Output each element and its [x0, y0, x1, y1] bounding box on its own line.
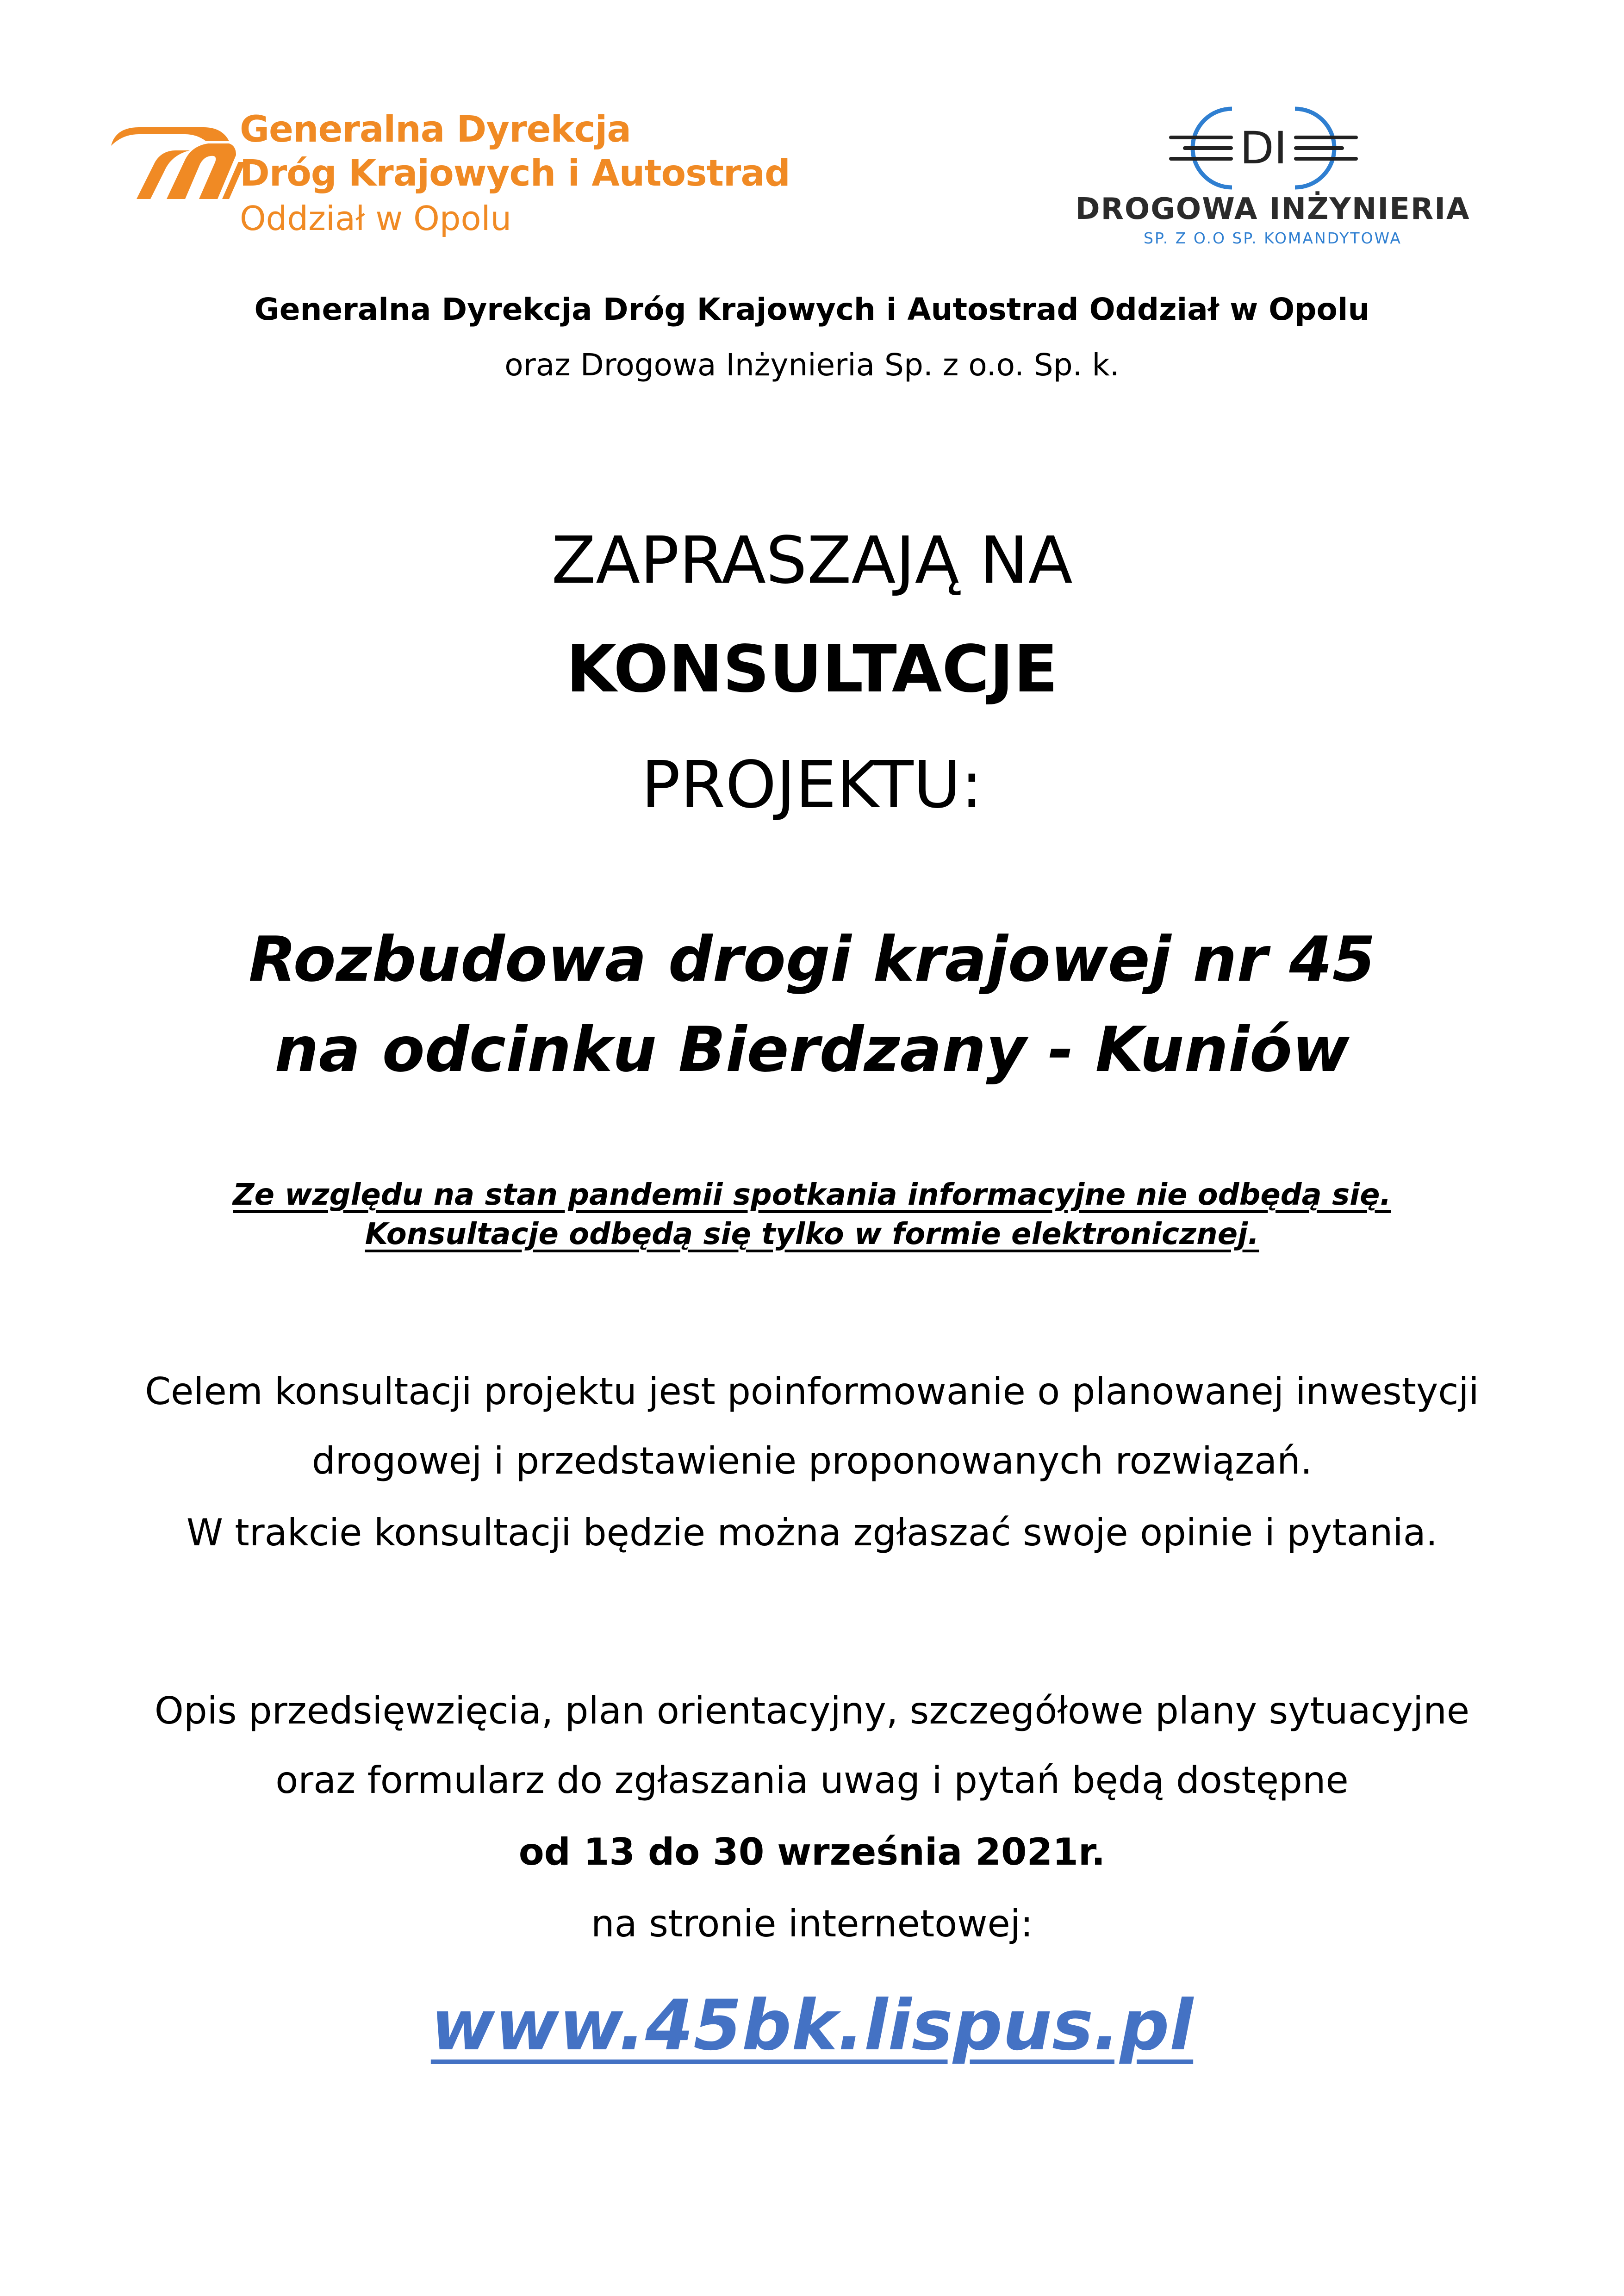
- invitation-line-3: PROJEKTU:: [641, 747, 983, 823]
- gddkia-logo: [111, 100, 805, 252]
- gddkia-logo-line-2: Dróg Krajowych i Autostrad: [240, 153, 790, 194]
- availability-date: od 13 do 30 września 2021r.: [518, 1830, 1106, 1873]
- organizer-sub: oraz Drogowa Inżynieria Sp. z o.o. Sp. k.: [504, 347, 1120, 383]
- project-title-line-2: na odcinku Bierdzany - Kuniów: [274, 1014, 1350, 1086]
- project-title-line-1: Rozbudowa drogi krajowej nr 45: [249, 923, 1375, 996]
- website-link[interactable]: www.45bk.lispus.pl: [430, 1985, 1194, 2066]
- di-logo-subtitle: SP. Z O.O SP. KOMANDYTOWA: [1144, 229, 1402, 247]
- purpose-line-1: Celem konsultacji projektu jest poinformowanie o planowanej inwestycji: [145, 1370, 1479, 1413]
- organizer-main: Generalna Dyrekcja Dróg Krajowych i Autostrad Oddział w Opolu: [254, 292, 1370, 327]
- pandemic-notice-line-2: Konsultacje odbędą się tylko w formie elektronicznej.: [365, 1217, 1259, 1251]
- availability-line-3: na stronie internetowej:: [591, 1902, 1033, 1945]
- purpose-line-3: W trakcie konsultacji będzie można zgłaszać swoje opinie i pytania.: [186, 1511, 1438, 1554]
- availability-line-2: oraz formularz do zgłaszania uwag i pytań będą dostępne: [275, 1759, 1349, 1802]
- di-monogram-text: DI: [1239, 122, 1288, 174]
- drogowa-inzynieria-logo: [1064, 90, 1481, 257]
- di-monogram-icon: [1166, 95, 1361, 201]
- gddkia-logo-line-3: Oddział w Opolu: [240, 199, 512, 238]
- purpose-line-2: drogowej i przedstawienie proponowanych rozwiązań.: [311, 1439, 1313, 1482]
- availability-line-1: Opis przedsięwzięcia, plan orientacyjny, szczegółowe plany sytuacyjne: [154, 1689, 1470, 1732]
- gddkia-road-icon: [111, 118, 245, 211]
- invitation-line-1: ZAPRASZAJĄ NA: [551, 523, 1073, 598]
- gddkia-logo-line-1: Generalna Dyrekcja: [240, 109, 631, 150]
- invitation-line-2: KONSULTACJE: [566, 632, 1058, 707]
- pandemic-notice-line-1: Ze względu na stan pandemii spotkania informacyjne nie odbędą się.: [233, 1178, 1391, 1212]
- di-logo-name: DROGOWA INŻYNIERIA: [1075, 192, 1470, 226]
